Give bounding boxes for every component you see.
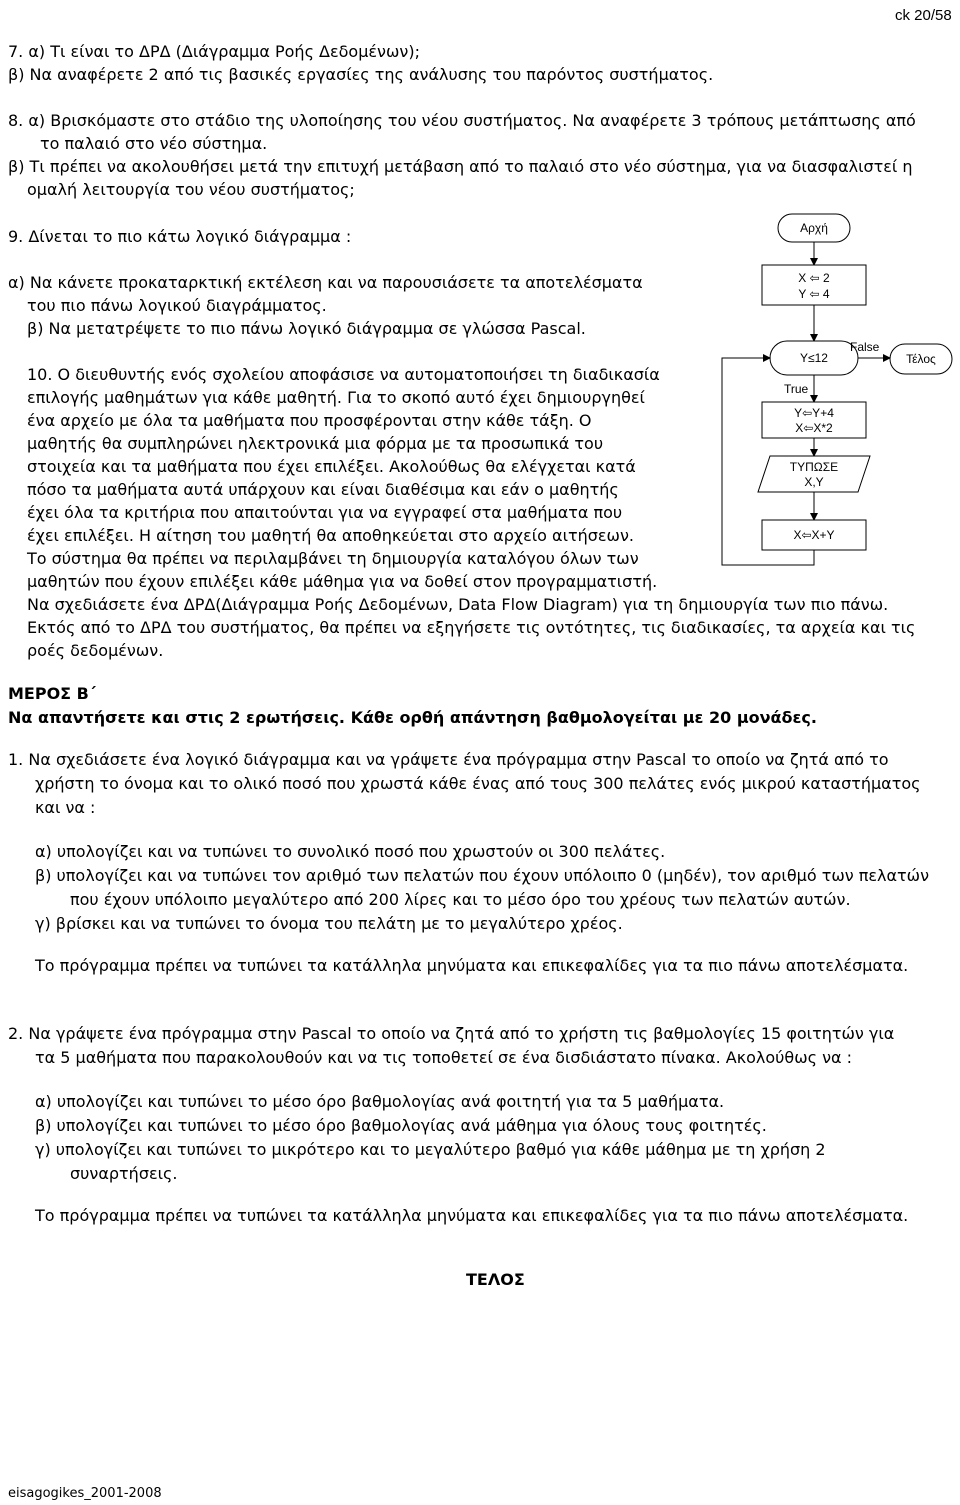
b1-line2: χρήστη το όνομα και το ολικό ποσό που χρωστά κάθε ένας από τους 300 πελάτες ενός μικρού καταστήματος [35, 774, 921, 793]
b2-note: Το πρόγραμμα πρέπει να τυπώνει τα κατάλληλα μηνύματα και επικεφαλίδες για τα πιο πάνω αποτελέσματα. [35, 1206, 909, 1225]
b1-part-b-line2: που έχουν υπόλοιπο μεγαλύτερο από 200 λίρες και το μέσο όρο του χρέους των πελατών αυτών. [70, 890, 851, 909]
page-code: ck 20/58 [895, 7, 952, 24]
b1-note: Το πρόγραμμα πρέπει να τυπώνει τα κατάλληλα μηνύματα και επικεφαλίδες για τα πιο πάνω αποτελέσματα. [35, 956, 909, 975]
flowchart-init-line1: X ⇦ 2 [798, 271, 830, 285]
flowchart-true-label: True [784, 382, 809, 396]
q8-part-b-line2: ομαλή λειτουργία του νέου συστήματος; [27, 180, 355, 199]
q8-part-b-line1: β) Τι πρέπει να ακολουθήσει μετά την επιτυχή μετάβαση από το παλαιό στο νέο σύστημα, για να διασφαλιστεί η [8, 157, 913, 176]
q10-line: έχει όλα τα κριτήρια που απαιτούνται για να εγγραφεί στα μαθήματα που [27, 503, 623, 522]
b2-part-c-line1: γ) υπολογίζει και τυπώνει το μικρότερο και το μεγαλύτερο βαθμό για κάθε μάθημα με τη χρήση 2 [35, 1140, 826, 1159]
flowchart-step-line2: X⇦X*2 [795, 421, 833, 435]
q9-intro: 9. Δίνεται το πιο κάτω λογικό διάγραμμα : [8, 227, 352, 246]
q10-line: ροές δεδομένων. [27, 641, 164, 660]
b2-part-b: β) υπολογίζει και τυπώνει το μέσο όρο βαθμολογίας ανά μάθημα για όλους τους φοιτητές. [35, 1116, 767, 1135]
b1-part-c: γ) βρίσκει και να τυπώνει το όνομα του πελάτη με το μεγαλύτερο χρέος. [35, 914, 623, 933]
q10-line: στοιχεία και τα μαθήματα που έχει επιλέξει. Ακολούθως θα ελέγχεται κατά [27, 457, 636, 476]
q10-line: Να σχεδιάσετε ένα ΔΡΔ(Διάγραμμα Ροής Δεδομένων, Data Flow Diagram) για τη δημιουργία των πιο πάνω. [27, 595, 889, 614]
part-b-title: ΜΕΡΟΣ Β΄ [8, 684, 96, 703]
q10-line: ένα αρχείο με όλα τα μαθήματα που προσφέρονται στην κάθε τάξη. Ο [27, 411, 592, 430]
part-b-instructions: Να απαντήσετε και στις 2 ερωτήσεις. Κάθε ορθή απάντηση βαθμολογείται με 20 μονάδες. [8, 708, 817, 727]
q10-line: πόσο τα μαθήματα αυτά υπάρχουν και είναι διαθέσιμα και εάν ο μαθητής [27, 480, 619, 499]
q10-line: 10. Ο διευθυντής ενός σχολείου αποφάσισε να αυτοματοποιήσει τη διαδικασία [27, 365, 660, 384]
q7-part-a: 7. α) Τι είναι το ΔΡΔ (Διάγραμμα Ροής Δεδομένων); [8, 42, 420, 61]
b2-line2: τα 5 μαθήματα που παρακολουθούν και να τις τοποθετεί σε ένα δισδιάστατο πίνακα. Ακολούθως να : [35, 1048, 853, 1067]
b2-line1: 2. Να γράψετε ένα πρόγραμμα στην Pascal το οποίο να ζητά από το χρήστη τις βαθμολογίες 15 φοιτητών για [8, 1024, 895, 1043]
q10-line: Εκτός από το ΔΡΔ του συστήματος, θα πρέπει να εξηγήσετε τις οντότητες, τις διαδικασίες, τα αρχεία και τις [27, 618, 916, 637]
b1-line3: και να : [35, 798, 96, 817]
q7-part-b: β) Να αναφέρετε 2 από τις βασικές εργασίες της ανάλυσης του παρόντος συστήματος. [8, 65, 714, 84]
flowchart-condition-label: Y≤12 [800, 351, 828, 365]
b1-line1: 1. Να σχεδιάσετε ένα λογικό διάγραμμα και να γράψετε ένα πρόγραμμα στην Pascal το οποίο να ζητά από το [8, 750, 889, 769]
end-text: ΤΕΛΟΣ [466, 1270, 525, 1289]
q10-line: Το σύστημα θα πρέπει να περιλαμβάνει τη δημιουργία καταλόγου όλων των [27, 549, 639, 568]
q10-line: μαθητών που έχουν επιλέξει κάθε μάθημα για να δοθεί στον προγραμματιστή. [27, 572, 658, 591]
flowchart-step3-label: X⇦X+Y [793, 528, 835, 542]
flowchart-init-line2: Y ⇦ 4 [798, 287, 830, 301]
q8-part-a-line1: 8. α) Βρισκόμαστε στο στάδιο της υλοποίησης του νέου συστήματος. Να αναφέρετε 3 τρόπους μετάπτωσης από [8, 111, 916, 130]
b1-part-b-line1: β) υπολογίζει και να τυπώνει τον αριθμό των πελατών που έχουν υπόλοιπο 0 (μηδέν), τον αριθμό των πελατών [35, 866, 930, 885]
b2-part-a: α) υπολογίζει και τυπώνει το μέσο όρο βαθμολογίας ανά φοιτητή για τα 5 μαθήματα. [35, 1092, 725, 1111]
flowchart-false-label: False [850, 340, 880, 354]
b1-part-a: α) υπολογίζει και να τυπώνει το συνολικό ποσό που χρωστούν οι 300 πελάτες. [35, 842, 666, 861]
flowchart-print-line2: X,Y [804, 475, 824, 489]
flowchart-step-line1: Y⇦Y+4 [794, 406, 834, 420]
q8-part-a-line2: το παλαιό στο νέο σύστημα. [40, 134, 268, 153]
q10-line: έχει επιλέξει. Η αίτηση του μαθητή θα αποθηκεύεται στο αρχείο αιτήσεων. [27, 526, 634, 545]
q9-part-b: β) Να μετατρέψετε το πιο πάνω λογικό διάγραμμα σε γλώσσα Pascal. [27, 319, 586, 338]
q10-line: επιλογής μαθημάτων για κάθε μαθητή. Για το σκοπό αυτό έχει δημιουργηθεί [27, 388, 645, 407]
flowchart-start-label: Αρχή [800, 221, 828, 235]
footer-source: eisagogikes_2001-2008 [8, 1486, 162, 1501]
q9-part-a-line2: του πιο πάνω λογικού διαγράμματος. [27, 296, 327, 315]
q10-line: μαθητής θα συμπληρώνει ηλεκτρονικά μια φόρμα με τα προσωπικά του [27, 434, 604, 453]
flowchart [700, 205, 960, 580]
flowchart-print-line1: ΤΥΠΩΣΕ [789, 460, 839, 474]
flowchart-end-label: Τέλος [906, 352, 936, 366]
q9-part-a-line1: α) Να κάνετε προκαταρκτική εκτέλεση και να παρουσιάσετε τα αποτελέσματα [8, 273, 643, 292]
b2-part-c-line2: συναρτήσεις. [70, 1164, 178, 1183]
